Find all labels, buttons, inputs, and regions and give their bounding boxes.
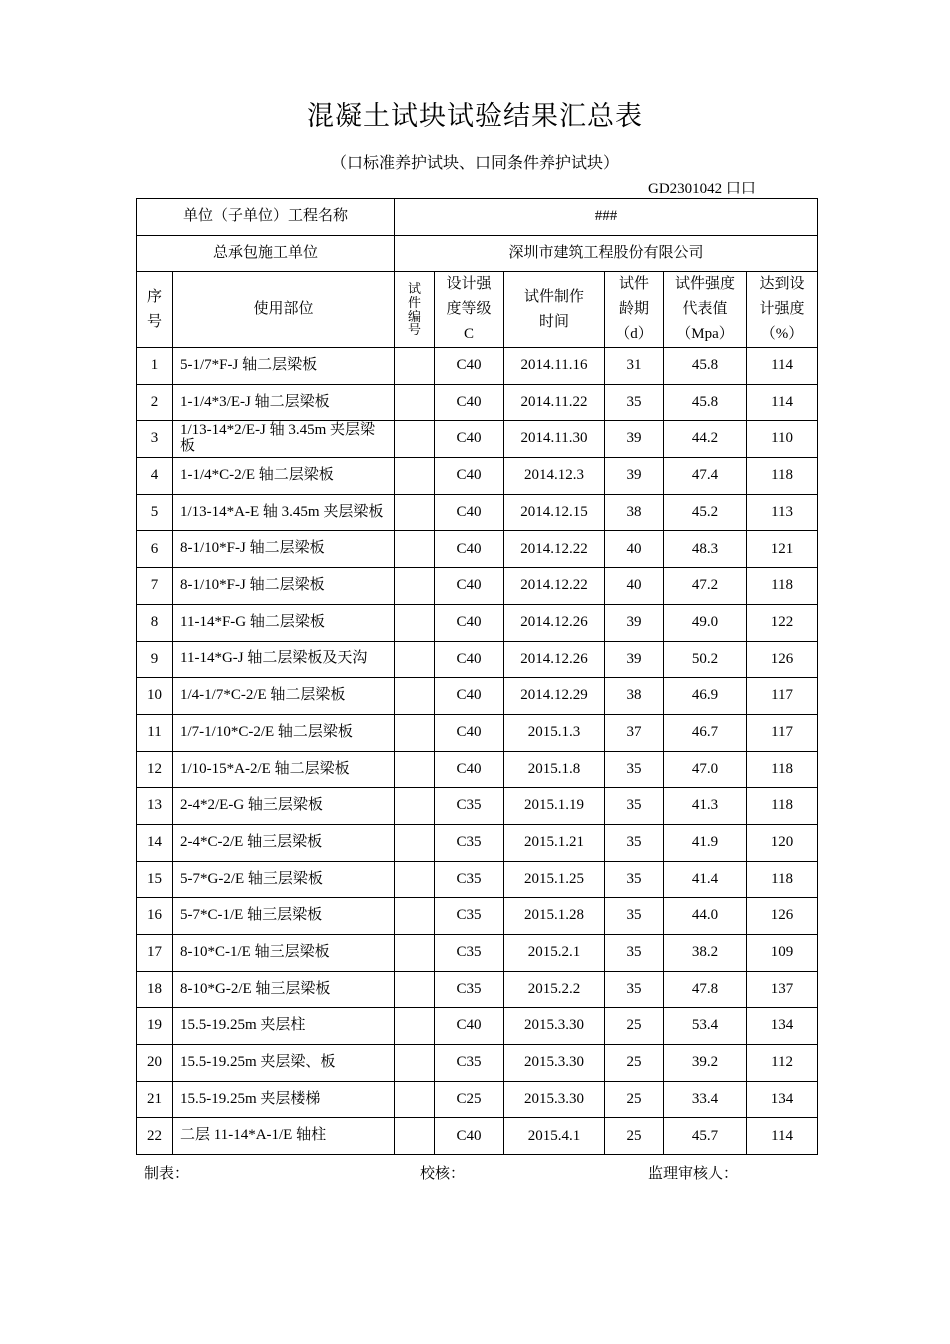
cell-part — [173, 531, 395, 568]
cell-id — [395, 714, 435, 751]
cell-seq: 2 — [137, 384, 173, 421]
cell-part — [173, 1045, 395, 1082]
cell-age: 35 — [605, 384, 664, 421]
table-row — [137, 898, 818, 935]
cell-seq: 12 — [137, 751, 173, 788]
cell-pct: 114 — [747, 1118, 818, 1155]
cell-strength: 38.2 — [664, 935, 747, 972]
cell-part-text: 15.5-19.25m 夹层柱 — [180, 1017, 306, 1034]
header-strength — [664, 272, 747, 348]
header-date-line2: 时间 — [539, 313, 570, 330]
cell-grade: C35 — [435, 824, 504, 861]
cell-seq: 14 — [137, 824, 173, 861]
cell-grade: C35 — [435, 898, 504, 935]
header-strength-line3: （Mpa） — [676, 325, 734, 342]
cell-id — [395, 641, 435, 678]
project-label: 单位（子单位）工程名称 — [137, 199, 395, 236]
cell-strength: 47.4 — [664, 458, 747, 495]
signature-footer — [0, 1162, 950, 1184]
project-value: ### — [395, 199, 818, 236]
cell-id — [395, 1081, 435, 1118]
cell-id — [395, 384, 435, 421]
cell-grade: C40 — [435, 751, 504, 788]
cell-strength: 47.0 — [664, 751, 747, 788]
cell-part — [173, 458, 395, 495]
cell-strength: 45.2 — [664, 494, 747, 531]
contractor-value: 深圳市建筑工程股份有限公司 — [395, 236, 818, 272]
cell-strength: 41.3 — [664, 788, 747, 825]
results-table — [136, 198, 818, 1155]
cell-grade: C35 — [435, 788, 504, 825]
cell-id — [395, 751, 435, 788]
cell-pct: 118 — [747, 861, 818, 898]
cell-age: 37 — [605, 714, 664, 751]
cell-pct: 126 — [747, 898, 818, 935]
table-row — [137, 678, 818, 715]
cell-part — [173, 421, 395, 458]
header-pct — [747, 272, 818, 348]
project-row — [137, 199, 818, 236]
cell-part-text: 8-1/10*F-J 轴二层梁板 — [180, 577, 325, 594]
cell-grade: C40 — [435, 1118, 504, 1155]
header-seq — [137, 272, 173, 348]
cell-strength: 33.4 — [664, 1081, 747, 1118]
header-seq-line1: 序 — [146, 288, 162, 305]
cell-pct: 117 — [747, 714, 818, 751]
header-age-line2: 龄期 — [619, 301, 650, 318]
table-row — [137, 1081, 818, 1118]
cell-seq: 3 — [137, 421, 173, 458]
header-age — [605, 272, 664, 348]
table-row — [137, 935, 818, 972]
cell-grade: C35 — [435, 1045, 504, 1082]
cell-part-text: 1/10-15*A-2/E 轴二层梁板 — [180, 760, 350, 777]
cell-pct: 114 — [747, 384, 818, 421]
header-part: 使用部位 — [173, 272, 395, 348]
cell-grade: C40 — [435, 348, 504, 385]
table-row — [137, 604, 818, 641]
cell-seq: 1 — [137, 348, 173, 385]
cell-part — [173, 788, 395, 825]
cell-grade: C40 — [435, 714, 504, 751]
cell-id — [395, 494, 435, 531]
cell-part-text: 15.5-19.25m 夹层楼梯 — [180, 1090, 321, 1107]
cell-grade: C40 — [435, 384, 504, 421]
cell-pct: 118 — [747, 458, 818, 495]
cell-seq: 13 — [137, 788, 173, 825]
cell-age: 39 — [605, 604, 664, 641]
cell-pct: 134 — [747, 1008, 818, 1045]
cell-date: 2015.1.28 — [504, 898, 605, 935]
cell-part — [173, 568, 395, 605]
cell-strength: 53.4 — [664, 1008, 747, 1045]
cell-part-text: 11-14*G-J 轴二层梁板及天沟 — [180, 650, 368, 667]
cell-seq: 15 — [137, 861, 173, 898]
cell-strength: 45.8 — [664, 348, 747, 385]
table-row — [137, 641, 818, 678]
cell-strength: 39.2 — [664, 1045, 747, 1082]
cell-part-text: 5-7*G-2/E 轴三层梁板 — [180, 870, 323, 887]
cell-id — [395, 971, 435, 1008]
cell-grade: C40 — [435, 494, 504, 531]
cell-age: 25 — [605, 1045, 664, 1082]
cell-id — [395, 1118, 435, 1155]
cell-part-text: 1-1/4*3/E-J 轴二层梁板 — [180, 393, 330, 410]
cell-pct: 117 — [747, 678, 818, 715]
cell-grade: C40 — [435, 641, 504, 678]
cell-part — [173, 861, 395, 898]
cell-seq: 19 — [137, 1008, 173, 1045]
cell-age: 25 — [605, 1118, 664, 1155]
cell-age: 35 — [605, 824, 664, 861]
cell-pct: 122 — [747, 604, 818, 641]
cell-part — [173, 678, 395, 715]
cell-part-text: 2-4*2/E-G 轴三层梁板 — [180, 797, 323, 814]
cell-seq: 8 — [137, 604, 173, 641]
cell-age: 25 — [605, 1081, 664, 1118]
cell-strength: 41.9 — [664, 824, 747, 861]
cell-seq: 16 — [137, 898, 173, 935]
cell-age: 39 — [605, 458, 664, 495]
cell-grade: C35 — [435, 971, 504, 1008]
cell-pct: 112 — [747, 1045, 818, 1082]
cell-pct: 126 — [747, 641, 818, 678]
document-code: GD2301042 口口 — [648, 181, 756, 197]
cell-date: 2015.3.30 — [504, 1045, 605, 1082]
cell-part — [173, 751, 395, 788]
cell-strength: 44.0 — [664, 898, 747, 935]
cell-part-text: 2-4*C-2/E 轴三层梁板 — [180, 833, 323, 850]
cell-seq: 11 — [137, 714, 173, 751]
cell-date: 2015.1.8 — [504, 751, 605, 788]
cell-part — [173, 714, 395, 751]
cell-grade: C40 — [435, 604, 504, 641]
table-row — [137, 458, 818, 495]
cell-part — [173, 604, 395, 641]
header-age-line1: 试件 — [619, 276, 650, 293]
table-row — [137, 1008, 818, 1045]
cell-seq: 21 — [137, 1081, 173, 1118]
cell-id — [395, 898, 435, 935]
header-strength-line2: 代表值 — [682, 301, 728, 318]
table-row — [137, 971, 818, 1008]
header-pct-line1: 达到设 — [759, 276, 805, 293]
cell-grade: C25 — [435, 1081, 504, 1118]
cell-seq: 9 — [137, 641, 173, 678]
cell-pct: 118 — [747, 568, 818, 605]
cell-age: 35 — [605, 861, 664, 898]
cell-date: 2015.2.2 — [504, 971, 605, 1008]
cell-date: 2014.11.30 — [504, 421, 605, 458]
cell-part — [173, 1118, 395, 1155]
cell-strength: 45.7 — [664, 1118, 747, 1155]
cell-pct: 118 — [747, 788, 818, 825]
cell-id — [395, 1045, 435, 1082]
cell-part — [173, 898, 395, 935]
cell-age: 39 — [605, 421, 664, 458]
header-grade-line2: 度等级 — [446, 301, 492, 318]
cell-date: 2015.1.19 — [504, 788, 605, 825]
cell-part — [173, 348, 395, 385]
cell-strength: 48.3 — [664, 531, 747, 568]
cell-part — [173, 971, 395, 1008]
cell-pct: 121 — [747, 531, 818, 568]
cell-date: 2015.1.3 — [504, 714, 605, 751]
cell-part-text: 8-10*C-1/E 轴三层梁板 — [180, 943, 330, 960]
cell-part-text: 8-1/10*F-J 轴二层梁板 — [180, 540, 325, 557]
cell-seq: 22 — [137, 1118, 173, 1155]
table-row — [137, 531, 818, 568]
cell-strength: 41.4 — [664, 861, 747, 898]
cell-id — [395, 568, 435, 605]
cell-grade: C35 — [435, 935, 504, 972]
header-grade-line3: C — [464, 325, 475, 342]
cell-age: 40 — [605, 531, 664, 568]
table-row — [137, 714, 818, 751]
cell-strength: 46.9 — [664, 678, 747, 715]
cell-seq: 17 — [137, 935, 173, 972]
cell-grade: C40 — [435, 678, 504, 715]
cell-part — [173, 1081, 395, 1118]
cell-date: 2014.12.22 — [504, 568, 605, 605]
cell-grade: C40 — [435, 421, 504, 458]
cell-age: 38 — [605, 678, 664, 715]
cell-age: 31 — [605, 348, 664, 385]
supervisor-label: 监理审核人： — [648, 1166, 739, 1182]
cell-age: 35 — [605, 751, 664, 788]
cell-seq: 6 — [137, 531, 173, 568]
cell-id — [395, 1008, 435, 1045]
table-row — [137, 1118, 818, 1155]
table-row — [137, 384, 818, 421]
cell-date: 2014.12.26 — [504, 604, 605, 641]
cell-id — [395, 531, 435, 568]
table-row — [137, 824, 818, 861]
cell-part-text: 1/4-1/7*C-2/E 轴二层梁板 — [180, 687, 346, 704]
cell-date: 2014.12.15 — [504, 494, 605, 531]
header-age-line3: （d） — [615, 325, 653, 342]
cell-seq: 20 — [137, 1045, 173, 1082]
cell-part — [173, 1008, 395, 1045]
cell-strength: 47.8 — [664, 971, 747, 1008]
header-pct-line3: （%） — [760, 325, 804, 342]
cell-date: 2015.4.1 — [504, 1118, 605, 1155]
cell-strength: 44.2 — [664, 421, 747, 458]
cell-grade: C35 — [435, 861, 504, 898]
cell-seq: 7 — [137, 568, 173, 605]
table-row — [137, 751, 818, 788]
table-row — [137, 568, 818, 605]
cell-pct: 109 — [747, 935, 818, 972]
cell-part-text: 5-7*C-1/E 轴三层梁板 — [180, 907, 323, 924]
cell-seq: 5 — [137, 494, 173, 531]
cell-date: 2014.11.16 — [504, 348, 605, 385]
table-row — [137, 494, 818, 531]
cell-date: 2014.12.26 — [504, 641, 605, 678]
cell-age: 25 — [605, 1008, 664, 1045]
cell-seq: 4 — [137, 458, 173, 495]
contractor-row — [137, 236, 818, 272]
cell-grade: C40 — [435, 568, 504, 605]
cell-seq: 10 — [137, 678, 173, 715]
header-sample-id-text: 试 件 编 号 — [408, 281, 422, 338]
header-grade — [435, 272, 504, 348]
cell-id — [395, 861, 435, 898]
cell-strength: 49.0 — [664, 604, 747, 641]
header-pct-line2: 计强度 — [759, 301, 805, 318]
cell-part — [173, 384, 395, 421]
cell-strength: 47.2 — [664, 568, 747, 605]
page-subtitle: （口标准养护试块、口同条件养护试块） — [330, 155, 619, 172]
header-sample-id — [395, 272, 435, 348]
cell-id — [395, 604, 435, 641]
cell-date: 2015.1.25 — [504, 861, 605, 898]
cell-pct: 113 — [747, 494, 818, 531]
cell-part-text: 1-1/4*C-2/E 轴二层梁板 — [180, 467, 334, 484]
cell-id — [395, 788, 435, 825]
cell-part-text: 11-14*F-G 轴二层梁板 — [180, 613, 325, 630]
cell-pct: 120 — [747, 824, 818, 861]
table-row — [137, 861, 818, 898]
header-grade-line1: 设计强 — [446, 276, 492, 293]
cell-part-text: 1/13-14*A-E 轴 3.45m 夹层梁板 — [180, 503, 384, 520]
cell-age: 35 — [605, 898, 664, 935]
checked-by-label: 校核： — [420, 1166, 466, 1182]
cell-id — [395, 348, 435, 385]
cell-strength: 46.7 — [664, 714, 747, 751]
header-strength-line1: 试件强度 — [675, 276, 736, 293]
cell-grade: C40 — [435, 458, 504, 495]
cell-pct: 118 — [747, 751, 818, 788]
cell-pct: 134 — [747, 1081, 818, 1118]
cell-part-text: 1/7-1/10*C-2/E 轴二层梁板 — [180, 723, 353, 740]
cell-age: 35 — [605, 788, 664, 825]
cell-date: 2014.12.29 — [504, 678, 605, 715]
cell-grade: C40 — [435, 531, 504, 568]
table-row — [137, 1045, 818, 1082]
cell-pct: 137 — [747, 971, 818, 1008]
cell-id — [395, 824, 435, 861]
cell-part-text: 15.5-19.25m 夹层梁、板 — [180, 1054, 336, 1071]
cell-age: 35 — [605, 971, 664, 1008]
cell-grade: C40 — [435, 1008, 504, 1045]
cell-strength: 50.2 — [664, 641, 747, 678]
cell-date: 2014.11.22 — [504, 384, 605, 421]
cell-part-text: 1/13-14*2/E-J 轴 3.45m 夹层梁板 — [180, 422, 375, 455]
cell-part-text: 5-1/7*F-J 轴二层梁板 — [180, 356, 318, 373]
header-date — [504, 272, 605, 348]
cell-id — [395, 935, 435, 972]
page-title: 混凝土试块试验结果汇总表 — [307, 101, 643, 131]
cell-pct: 110 — [747, 421, 818, 458]
cell-strength: 45.8 — [664, 384, 747, 421]
cell-part — [173, 494, 395, 531]
header-date-line1: 试件制作 — [524, 288, 585, 305]
cell-date: 2014.12.3 — [504, 458, 605, 495]
cell-part-text: 二层 11-14*A-1/E 轴柱 — [180, 1127, 327, 1144]
cell-date: 2015.3.30 — [504, 1008, 605, 1045]
cell-id — [395, 421, 435, 458]
cell-part — [173, 935, 395, 972]
table-row — [137, 788, 818, 825]
cell-part-text: 8-10*G-2/E 轴三层梁板 — [180, 980, 331, 997]
cell-pct: 114 — [747, 348, 818, 385]
cell-age: 39 — [605, 641, 664, 678]
cell-seq: 18 — [137, 971, 173, 1008]
table-row — [137, 421, 818, 458]
cell-date: 2015.1.21 — [504, 824, 605, 861]
header-seq-line2: 号 — [146, 313, 162, 330]
table-row — [137, 348, 818, 385]
cell-date: 2014.12.22 — [504, 531, 605, 568]
cell-age: 38 — [605, 494, 664, 531]
prepared-by-label: 制表： — [144, 1166, 190, 1182]
cell-date: 2015.3.30 — [504, 1081, 605, 1118]
header-row — [137, 272, 818, 348]
cell-age: 40 — [605, 568, 664, 605]
cell-id — [395, 458, 435, 495]
cell-part — [173, 824, 395, 861]
cell-id — [395, 678, 435, 715]
cell-part — [173, 641, 395, 678]
cell-date: 2015.2.1 — [504, 935, 605, 972]
cell-age: 35 — [605, 935, 664, 972]
contractor-label: 总承包施工单位 — [137, 236, 395, 272]
